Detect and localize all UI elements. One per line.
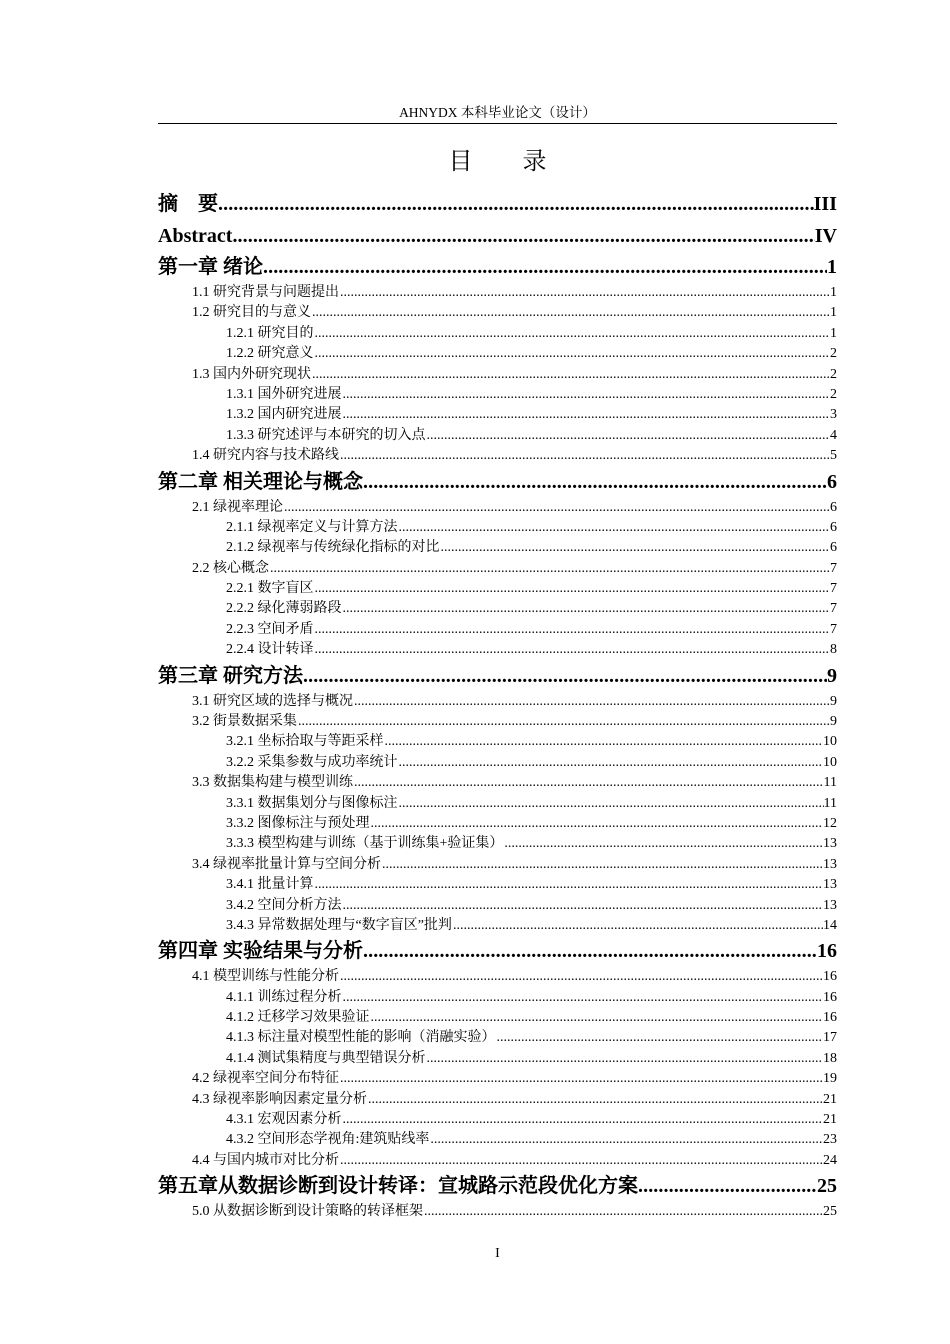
dot-leader: [371, 814, 824, 834]
toc-subsection-entry[interactable]: [158, 1008, 837, 1028]
toc-subsection-entry[interactable]: [158, 344, 837, 364]
dot-leader: [399, 794, 824, 814]
toc-entry-title: 2.2.1 数字盲区: [226, 581, 314, 597]
toc-entry-title: 1.2.2 研究意义: [226, 346, 314, 362]
toc-subsection-entry[interactable]: [158, 896, 837, 916]
toc-section-entry[interactable]: [158, 303, 837, 323]
dot-leader: [315, 620, 831, 640]
toc-subsection-entry[interactable]: [158, 1049, 837, 1069]
toc-subsection-entry[interactable]: [158, 538, 837, 558]
dot-leader: [312, 365, 830, 385]
toc-entry-title: 3.3.2 图像标注与预处理: [226, 815, 370, 831]
dot-leader: [441, 538, 831, 558]
toc-section-entry[interactable]: [158, 446, 837, 466]
dot-leader: [298, 712, 830, 732]
toc-entry-page: 6: [830, 540, 837, 556]
toc-entry-page: 21: [823, 1091, 837, 1107]
toc-entry-page: 2: [830, 366, 837, 382]
toc-section-entry[interactable]: [158, 283, 837, 303]
toc-section-entry[interactable]: [158, 559, 837, 579]
toc-entry-page: 6: [830, 519, 837, 535]
toc-chapter-entry[interactable]: [158, 1171, 837, 1202]
toc-entry-page: 9: [830, 714, 837, 730]
dot-leader: [343, 988, 824, 1008]
toc-entry-page: 13: [823, 897, 837, 913]
toc-entry-page: 19: [823, 1071, 837, 1087]
toc-subsection-entry[interactable]: [158, 753, 837, 773]
toc-entry-page: 10: [823, 734, 837, 750]
dot-leader: [430, 1130, 823, 1150]
dot-leader: [343, 599, 831, 619]
dot-leader: [399, 518, 831, 538]
toc-entry-title: 4.3.1 宏观因素分析: [226, 1112, 342, 1128]
dot-leader: [340, 1151, 823, 1171]
toc-entry-title: 1.3.1 国外研究进展: [226, 386, 342, 402]
toc-section-entry[interactable]: [158, 365, 837, 385]
toc-entry-page: 18: [823, 1050, 837, 1066]
toc-entry-page: 7: [830, 621, 837, 637]
toc-subsection-entry[interactable]: [158, 1130, 837, 1150]
toc-subsection-entry[interactable]: [158, 1029, 837, 1049]
toc-entry-page: 7: [830, 560, 837, 576]
toc-entry-title: 3.2.1 坐标拾取与等距采样: [226, 734, 384, 750]
toc-entry-page: 7: [830, 581, 837, 597]
toc-entry-page: 1: [830, 305, 837, 321]
toc-entry-page: 10: [823, 754, 837, 770]
toc-subsection-entry[interactable]: [158, 579, 837, 599]
toc-section-entry[interactable]: [158, 1069, 837, 1089]
toc-entry-title: 4.2 绿视率空间分布特征: [192, 1071, 339, 1087]
toc-entry-page: 13: [823, 877, 837, 893]
dot-leader: [427, 426, 831, 446]
toc-entry-page: 11: [823, 775, 837, 791]
toc-subsection-entry[interactable]: [158, 385, 837, 405]
toc-entry-title: 1.3 国内外研究现状: [192, 366, 311, 382]
dot-leader: [315, 324, 831, 344]
dot-leader: [340, 446, 830, 466]
toc-entry-page: 14: [823, 917, 837, 933]
toc-subsection-entry[interactable]: [158, 988, 837, 1008]
toc-entry-title: 3.4.3 异常数据处理与“数字盲区”批判: [226, 917, 452, 933]
toc-subsection-entry[interactable]: [158, 518, 837, 538]
page-number: I: [495, 1246, 500, 1261]
toc-entry-title: 3.3.3 模型构建与训练（基于训练集+验证集）: [226, 836, 504, 852]
toc-entry-title: 2.1.1 绿视率定义与计算方法: [226, 519, 398, 535]
toc-title: 目 录: [448, 149, 569, 175]
dot-leader: [232, 220, 814, 252]
toc-entry-title: 4.1.3 标注量对模型性能的影响（消融实验）: [226, 1030, 496, 1046]
dot-leader: [343, 896, 824, 916]
dot-leader: [371, 1008, 824, 1028]
toc-subsection-entry[interactable]: [158, 916, 837, 936]
toc-subsection-entry[interactable]: [158, 599, 837, 619]
dot-leader: [340, 283, 830, 303]
toc-entry-title: 1.2 研究目的与意义: [192, 305, 311, 321]
toc-entry-page: 6: [830, 499, 837, 515]
toc-entry-page: 17: [823, 1030, 837, 1046]
toc-chapter-entry[interactable]: [158, 252, 837, 283]
toc-chapter-entry[interactable]: [158, 661, 837, 692]
toc-entry-page: 13: [823, 856, 837, 872]
toc-entry-title: 5.0 从数据诊断到设计策略的转译框架: [192, 1204, 423, 1220]
toc-entry-title: 3.4 绿视率批量计算与空间分析: [192, 856, 381, 872]
toc-subsection-entry[interactable]: [158, 426, 837, 446]
toc-entry-page: 25: [817, 1175, 837, 1198]
toc-chapter-entry[interactable]: [158, 188, 837, 220]
dot-leader: [427, 1049, 824, 1069]
toc-entry-title: 2.1.2 绿视率与传统绿化指标的对比: [226, 540, 440, 556]
toc-section-entry[interactable]: [158, 1090, 837, 1110]
toc-entry-title: 4.1.4 测试集精度与典型错误分析: [226, 1050, 426, 1066]
toc-subsection-entry[interactable]: [158, 640, 837, 660]
toc-entry-page: 12: [823, 815, 837, 831]
toc-subsection-entry[interactable]: [158, 834, 837, 854]
toc-entry-page: III: [813, 193, 837, 215]
toc-entry-page: 1: [827, 256, 837, 278]
toc-subsection-entry[interactable]: [158, 732, 837, 752]
toc-entry-page: IV: [814, 225, 837, 247]
dot-leader: [343, 385, 831, 405]
running-header: AHNYDX 本科毕业论文（设计）: [399, 105, 596, 120]
toc-entry-page: 7: [830, 601, 837, 617]
toc-section-entry[interactable]: [158, 855, 837, 875]
toc-entry-page: 8: [830, 642, 837, 658]
toc-entry-page: 16: [823, 1010, 837, 1026]
dot-leader: [453, 916, 823, 936]
toc-section-entry[interactable]: [158, 498, 837, 518]
toc-entry-title: 4.1.2 迁移学习效果验证: [226, 1010, 370, 1026]
toc-entry-title: Abstract: [158, 225, 233, 247]
dot-leader: [315, 579, 831, 599]
dot-leader: [340, 1069, 823, 1089]
dot-leader: [363, 936, 817, 967]
toc-entry-title: 1.2.1 研究目的: [226, 325, 314, 341]
dot-leader: [504, 834, 823, 854]
toc-entry-title: 1.4 研究内容与技术路线: [192, 448, 339, 464]
dot-leader: [340, 967, 823, 987]
toc-entry-page: 2: [830, 346, 837, 362]
toc-entry-page: 25: [823, 1204, 837, 1220]
toc-entry-title: 4.1 模型训练与性能分析: [192, 969, 339, 985]
dot-leader: [354, 692, 830, 712]
toc-entry-title: 3.3 数据集构建与模型训练: [192, 775, 353, 791]
toc-entry-page: 1: [830, 284, 837, 300]
toc-entry-title: 3.4.1 批量计算: [226, 877, 314, 893]
toc-entry-page: 1: [830, 325, 837, 341]
toc-entry-page: 3: [830, 407, 837, 423]
toc-chapter-entry[interactable]: [158, 936, 837, 967]
toc-section-entry[interactable]: [158, 692, 837, 712]
toc-chapter-entry[interactable]: [158, 220, 837, 252]
toc-subsection-entry[interactable]: [158, 794, 837, 814]
toc-entry-page: 16: [823, 989, 837, 1005]
table-of-contents: [158, 188, 837, 1223]
dot-leader: [270, 559, 830, 579]
dot-leader: [497, 1028, 824, 1048]
toc-entry-page: 11: [823, 795, 837, 811]
toc-chapter-entry[interactable]: [158, 467, 837, 498]
toc-entry-title: 2.2.4 设计转译: [226, 642, 314, 658]
dot-leader: [303, 661, 827, 692]
toc-entry-page: 9: [827, 664, 837, 687]
toc-entry-title: 2.2 核心概念: [192, 560, 269, 576]
toc-section-entry[interactable]: [158, 1151, 837, 1171]
toc-subsection-entry[interactable]: [158, 405, 837, 425]
toc-entry-title: 4.1.1 训练过程分析: [226, 989, 342, 1005]
toc-entry-title: 第四章 实验结果与分析: [158, 940, 363, 963]
toc-subsection-entry[interactable]: [158, 324, 837, 344]
toc-entry-title: 3.4.2 空间分析方法: [226, 897, 342, 913]
toc-entry-page: 24: [823, 1152, 837, 1168]
dot-leader: [263, 252, 827, 283]
toc-entry-title: 第三章 研究方法: [158, 664, 303, 687]
toc-entry-title: 3.1 研究区域的选择与概况: [192, 693, 353, 709]
dot-leader: [315, 640, 831, 660]
toc-entry-title: 3.2.2 采集参数与成功率统计: [226, 754, 398, 770]
dot-leader: [354, 773, 824, 793]
dot-leader: [315, 875, 824, 895]
toc-entry-page: 21: [823, 1112, 837, 1128]
toc-entry-title: 1.3.3 研究述评与本研究的切入点: [226, 427, 426, 443]
dot-leader: [218, 188, 814, 220]
dot-leader: [343, 405, 831, 425]
toc-entry-title: 3.3.1 数据集划分与图像标注: [226, 795, 398, 811]
toc-entry-title: 1.3.2 国内研究进展: [226, 407, 342, 423]
toc-entry-page: 2: [830, 386, 837, 402]
toc-entry-page: 16: [823, 969, 837, 985]
toc-entry-page: 9: [830, 693, 837, 709]
toc-entry-title: 4.3.2 空间形态学视角:建筑贴线率: [226, 1132, 430, 1148]
toc-entry-page: 5: [830, 448, 837, 464]
toc-entry-title: 4.3 绿视率影响因素定量分析: [192, 1091, 367, 1107]
dot-leader: [424, 1202, 823, 1222]
dot-leader: [368, 1090, 823, 1110]
toc-entry-title: 4.4 与国内城市对比分析: [192, 1152, 339, 1168]
toc-section-entry[interactable]: [158, 1202, 837, 1222]
dot-leader: [399, 753, 824, 773]
toc-section-entry[interactable]: [158, 773, 837, 793]
dot-leader: [343, 1110, 824, 1130]
dot-leader: [385, 732, 824, 752]
toc-subsection-entry[interactable]: [158, 620, 837, 640]
toc-subsection-entry[interactable]: [158, 814, 837, 834]
toc-entry-title: 第五章从数据诊断到设计转译：宣城路示范段优化方案: [158, 1175, 638, 1198]
toc-entry-title: 第二章 相关理论与概念: [158, 470, 363, 493]
toc-entry-title: 2.1 绿视率理论: [192, 499, 283, 515]
toc-entry-page: 4: [830, 427, 837, 443]
dot-leader: [284, 498, 830, 518]
toc-section-entry[interactable]: [158, 967, 837, 987]
toc-entry-page: 16: [817, 940, 837, 963]
toc-entry-title: 第一章 绪论: [158, 256, 263, 278]
toc-section-entry[interactable]: [158, 712, 837, 732]
toc-entry-page: 6: [827, 470, 837, 493]
toc-entry-title: 2.2.3 空间矛盾: [226, 621, 314, 637]
dot-leader: [312, 303, 830, 323]
toc-entry-title: 摘 要: [158, 193, 218, 215]
dot-leader: [363, 467, 827, 498]
toc-entry-title: 1.1 研究背景与问题提出: [192, 284, 339, 300]
dot-leader: [638, 1171, 817, 1202]
dot-leader: [315, 344, 831, 364]
toc-entry-title: 3.2 街景数据采集: [192, 714, 297, 730]
toc-subsection-entry[interactable]: [158, 1110, 837, 1130]
toc-entry-title: 2.2.2 绿化薄弱路段: [226, 601, 342, 617]
toc-entry-page: 13: [823, 836, 837, 852]
toc-entry-page: 23: [823, 1132, 837, 1148]
toc-subsection-entry[interactable]: [158, 875, 837, 895]
header-rule: [158, 123, 837, 124]
dot-leader: [382, 855, 823, 875]
